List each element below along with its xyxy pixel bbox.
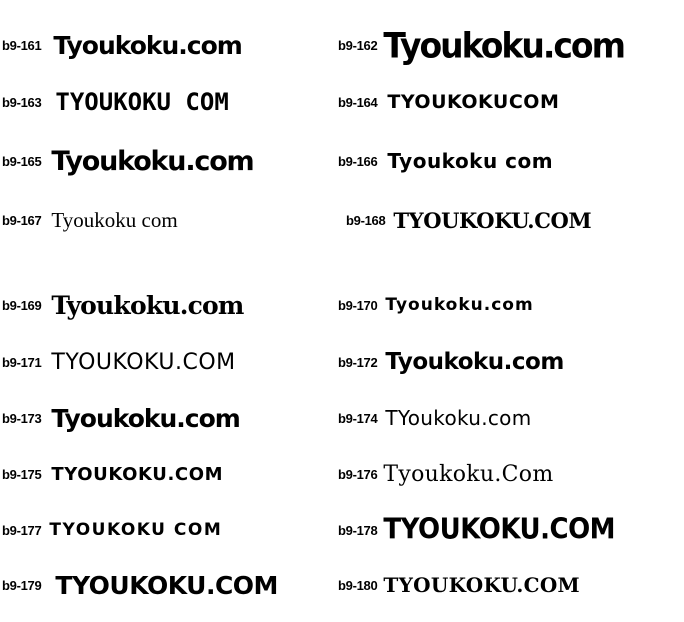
- sample-code: b9-169: [2, 297, 42, 313]
- sample-code: b9-166: [338, 153, 378, 169]
- sample-text: TYOUKOKU.COM: [51, 463, 224, 485]
- sample-cell-b9-174: [338, 396, 684, 440]
- sample-text: TYOUKOKU.COM: [393, 207, 592, 233]
- sample-cell-b9-164: [338, 80, 684, 124]
- sample-cell-b9-166: [338, 138, 684, 184]
- sample-text: Tyoukoku.com: [383, 24, 624, 66]
- sample-cell-b9-163: [0, 80, 338, 124]
- sample-cell-b9-175: [0, 452, 338, 496]
- sample-cell-b9-162: [338, 22, 684, 68]
- sample-text: TYOUKOKU.COM: [383, 513, 616, 547]
- sample-row: [0, 283, 684, 327]
- sample-text: TYOUKOKUCOM: [387, 91, 560, 113]
- sample-text: TYOUKOKU.COM: [55, 570, 278, 600]
- sample-cell-b9-171: [0, 340, 338, 384]
- sample-cell-b9-179: [0, 563, 338, 607]
- sample-row: [0, 563, 684, 607]
- sample-code: b9-171: [2, 354, 42, 370]
- sample-code: b9-177: [2, 522, 42, 538]
- sample-code: b9-161: [2, 37, 42, 53]
- sample-cell-b9-168: [338, 198, 684, 242]
- sample-row: [0, 396, 684, 440]
- sample-code: b9-162: [338, 37, 378, 53]
- sample-cell-b9-173: [0, 396, 338, 440]
- sample-code: b9-164: [338, 94, 378, 110]
- sample-code: b9-173: [2, 410, 42, 426]
- sample-code: b9-180: [338, 577, 378, 593]
- sample-cell-b9-167: [0, 198, 338, 242]
- sample-text: Tyoukoku.Com: [383, 461, 554, 487]
- sample-text: Tyoukoku.com: [51, 145, 254, 177]
- sample-cell-b9-172: [338, 340, 684, 384]
- sample-row: [0, 138, 684, 184]
- sample-text: Tyoukoku com: [51, 207, 178, 232]
- sample-row: [0, 198, 684, 242]
- sample-cell-b9-178: [338, 508, 684, 552]
- sample-row: [0, 22, 684, 68]
- sample-code: b9-175: [2, 466, 42, 482]
- sample-code: b9-174: [338, 410, 378, 426]
- sample-code: b9-176: [338, 466, 378, 482]
- sample-code: b9-168: [346, 212, 386, 228]
- sample-code: b9-167: [2, 212, 42, 228]
- sample-text: TYOUKOKU COM: [55, 88, 229, 116]
- sample-text: Tyoukoku.com: [385, 349, 564, 375]
- sample-text: TYOUKOKU.COM: [51, 349, 236, 375]
- sample-cell-b9-180: [338, 563, 684, 607]
- sample-text: Tyoukoku com: [387, 149, 554, 173]
- sample-cell-b9-170: [338, 283, 684, 327]
- sample-row: [0, 452, 684, 496]
- sample-code: b9-165: [2, 153, 42, 169]
- sample-text: Tyoukoku.com: [53, 30, 242, 60]
- sample-code: b9-172: [338, 354, 378, 370]
- sample-cell-b9-165: [0, 138, 338, 184]
- sample-row: [0, 80, 684, 124]
- sample-text: Tyoukoku.com: [51, 290, 244, 320]
- sample-row: [0, 340, 684, 384]
- sample-text: TYOUKOKU COM: [49, 520, 223, 540]
- sample-code: b9-178: [338, 522, 378, 538]
- sample-cell-b9-161: [0, 22, 338, 68]
- sample-cell-b9-177: [0, 508, 338, 552]
- sample-cell-b9-169: [0, 283, 338, 327]
- sample-code: b9-179: [2, 577, 42, 593]
- sample-text: TYoukoku.com: [385, 406, 532, 430]
- sample-text: Tyoukoku.com: [385, 295, 534, 315]
- sample-cell-b9-176: [338, 452, 684, 496]
- sample-row: [0, 508, 684, 552]
- sample-code: b9-163: [2, 94, 42, 110]
- sample-text: Tyoukoku.com: [51, 403, 240, 433]
- sample-text: TYOUKOKU.COM: [383, 573, 580, 597]
- sample-code: b9-170: [338, 297, 378, 313]
